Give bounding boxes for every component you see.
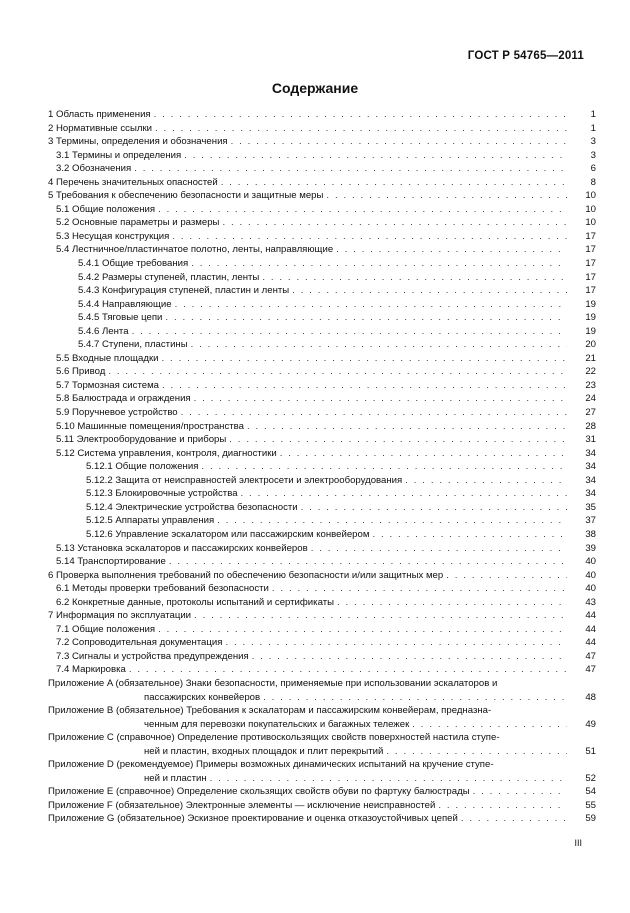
toc-entry-page: 44 [585,637,596,649]
toc-entry-label: 5 Требования к обеспечению безопасности и защитные меры [48,190,324,202]
toc-entry-label: 5.12.2 Защита от неисправностей электросети и электрооборудования [86,474,403,486]
toc-entry-label: 5.7 Тормозная система [56,379,160,391]
toc-entry-page: 17 [585,285,596,297]
dot-leader [162,352,567,366]
dot-leader [108,365,567,379]
toc-entry-page: 37 [585,515,596,527]
appendix-page: 49 [585,718,596,730]
appendix-label: Приложение E (справочное) Определение скользящих свойств обуви по фартуку балюстрады [48,786,470,798]
toc-entry[interactable] [48,406,596,420]
appendix-label: Приложение G (обязательное) Эскизное проектирование и оценка отказоустойчивых цепей [48,813,458,825]
dot-leader [158,623,567,637]
toc-entry[interactable] [48,487,596,501]
toc-entry[interactable] [48,365,596,379]
dot-leader [184,149,567,163]
dot-leader [247,420,567,434]
toc-entry-page: 34 [585,461,596,473]
dot-leader [181,406,567,420]
appendix-entry[interactable] [48,731,596,745]
toc-entry-page: 47 [585,650,596,662]
dot-leader [229,433,567,447]
toc-entry-page: 39 [585,542,596,554]
dot-leader [405,474,567,488]
toc-entry-page: 21 [585,352,596,364]
toc-entry-page: 43 [585,596,596,608]
toc-entry[interactable] [48,108,596,122]
toc-entry-page: 40 [585,569,596,581]
toc-entry-label: 5.8 Балюстрада и ограждения [56,393,191,405]
toc-entry-page: 44 [585,623,596,635]
toc-entry[interactable] [48,447,596,461]
toc-entry-label: 3.1 Термины и определения [56,149,182,161]
toc-entry-page: 8 [590,176,596,188]
appendix-label: Приложение B (обязательное) Требования к эскалаторам и пассажирским конвейерам, предназна- [48,705,492,717]
appendix-entry[interactable] [48,677,596,691]
toc-entry[interactable] [48,528,596,542]
dot-leader [194,609,567,623]
toc-entry-page: 31 [585,434,596,446]
toc-entry[interactable] [48,189,596,203]
toc-entry-label: 5.14 Транспортирование [56,556,166,568]
toc-entry[interactable] [48,311,596,325]
dot-leader [155,122,567,136]
dot-leader [134,162,567,176]
toc-entry-page: 34 [585,474,596,486]
toc-entry-page: 17 [585,230,596,242]
dot-leader [175,298,567,312]
appendix-page: 51 [585,745,596,757]
toc-entry[interactable] [48,149,596,163]
appendix-entry[interactable] [48,704,596,718]
dot-leader [336,243,567,257]
dot-leader [272,582,567,596]
dot-leader [201,460,567,474]
toc-entry[interactable] [48,122,596,136]
appendix-page: 59 [585,813,596,825]
dot-leader [446,569,567,583]
dot-leader [280,447,567,461]
appendix-label: Приложение F (обязательное) Электронные элементы — исключение неисправностей [48,799,436,811]
toc-entry-label: 7.2 Сопроводительная документация [56,637,223,649]
dot-leader [473,785,567,799]
toc-entry-label: 5.12.5 Аппараты управления [86,515,215,527]
toc-entry-label: 6.2 Конкретные данные, протоколы испытаний и сертификаты [56,596,334,608]
toc-entry-label: 5.4.2 Размеры ступеней, пластин, ленты [78,271,260,283]
toc-entry-page: 10 [585,190,596,202]
appendix-page: 55 [585,799,596,811]
dot-leader [372,528,567,542]
toc-entry-page: 6 [590,163,596,175]
toc-entry-page: 34 [585,447,596,459]
toc-entry[interactable] [48,325,596,339]
toc-entry[interactable] [48,542,596,556]
toc-entry-page: 17 [585,258,596,270]
toc-entry-label: 5.12 Система управления, контроля, диагностики [56,447,277,459]
toc-entry-label: 6 Проверка выполнения требований по обеспечению безопасности и/или защитных мер [48,569,444,581]
dot-leader [154,108,567,122]
dot-leader [158,203,567,217]
toc-entry[interactable] [48,203,596,217]
toc-entry-label: 5.11 Электрооборудование и приборы [56,434,227,446]
dot-leader [221,176,567,190]
toc-entry-page: 19 [585,325,596,337]
dot-leader [311,542,567,556]
toc-entry-label: 5.4 Лестничное/пластинчатое полотно, ленты, направляющие [56,244,334,256]
toc-entry-label: 7.4 Маркировка [56,664,126,676]
appendix-entry-continuation[interactable] [48,718,596,732]
toc-entry-page: 20 [585,339,596,351]
appendix-entry[interactable] [48,812,596,826]
dot-leader [292,284,567,298]
toc-entry[interactable] [48,230,596,244]
toc-entry-page: 1 [590,122,596,134]
toc-entry-label: 5.4.1 Общие требования [78,258,189,270]
toc-entry[interactable] [48,216,596,230]
toc-entry-page: 3 [590,149,596,161]
toc-entry-label: 6.1 Методы проверки требований безопасности [56,583,269,595]
toc-entry-page: 28 [585,420,596,432]
toc-entry[interactable] [48,582,596,596]
toc-entry[interactable] [48,663,596,677]
toc-entry-page: 22 [585,366,596,378]
toc-entry-label: 7.1 Общие положения [56,623,156,635]
toc-entry-label: 5.12.6 Управление эскалатором или пассажирским конвейером [86,528,370,540]
appendix-label: Приложение D (рекомендуемое) Примеры возможных динамических испытаний на кручение ступе- [48,759,494,771]
toc-entry-page: 19 [585,298,596,310]
toc-entry-page: 40 [585,583,596,595]
toc-entry-page: 35 [585,501,596,513]
toc-entry-label: 4 Перечень значительных опасностей [48,176,218,188]
appendix-label-continuation: ней и пластин, входных площадок и плит перекрытий [144,745,384,757]
dot-leader [252,650,567,664]
toc-entry[interactable] [48,555,596,569]
toc-entry-page: 10 [585,203,596,215]
dot-leader [129,663,567,677]
toc-entry[interactable] [48,569,596,583]
dot-leader [461,812,567,826]
toc-entry[interactable] [48,257,596,271]
page-title: Содержание [271,80,359,96]
dot-leader [217,514,567,528]
appendix-entry-continuation[interactable] [48,745,596,759]
dot-leader [412,718,567,732]
toc-entry[interactable] [48,609,596,623]
toc-entry[interactable] [48,338,596,352]
appendix-label-continuation: ней и пластин [144,772,207,784]
toc-entry-label: 5.6 Привод [56,366,106,378]
appendix-entry[interactable] [48,785,596,799]
toc-entry-page: 3 [590,136,596,148]
toc-entry-page: 47 [585,664,596,676]
appendix-label: Приложение A (обязательное) Знаки безопасности, применяемые при использовании эскалаторов и [48,677,498,689]
toc-entry-page: 27 [585,407,596,419]
toc-entry[interactable] [48,650,596,664]
dot-leader [194,392,567,406]
toc-entry-label: 5.4.3 Конфигурация ступеней, пластин и ленты [78,285,290,297]
toc-entry[interactable] [48,243,596,257]
appendix-label-continuation: ченным для перевозки покупательских и багажных тележек [144,718,410,730]
toc-entry-label: 5.9 Поручневое устройство [56,407,178,419]
dot-leader [263,691,567,705]
toc-entry-label: 5.4.5 Тяговые цепи [78,312,163,324]
toc-entry[interactable] [48,596,596,610]
dot-leader [210,772,567,786]
toc-entry[interactable] [48,460,596,474]
dot-leader [172,230,567,244]
standard-header: ГОСТ Р 54765—2011 [467,50,584,62]
dot-leader [169,555,567,569]
toc-entry-label: 1 Область применения [48,109,151,120]
toc-entry-page: 44 [585,610,596,622]
dot-leader [231,135,567,149]
toc-entry-label: 5.10 Машинные помещения/пространства [56,420,244,432]
toc-entry-label: 5.1 Общие положения [56,203,156,215]
dot-leader [262,271,567,285]
toc-entry[interactable] [48,352,596,366]
toc-entry[interactable] [48,501,596,515]
toc-entry-page: 17 [585,271,596,283]
toc-entry[interactable] [48,623,596,637]
toc-entry[interactable] [48,162,596,176]
toc-entry-page: 19 [585,312,596,324]
appendix-label-continuation: пассажирских конвейеров [144,691,261,703]
dot-leader [386,745,567,759]
appendix-entry-continuation[interactable] [48,691,596,705]
toc-entry-label: 5.4.7 Ступени, пластины [78,339,188,351]
toc-entry[interactable] [48,420,596,434]
toc-entry-label: 5.12.1 Общие положения [86,461,199,473]
toc-entry-label: 3 Термины, определения и обозначения [48,136,228,148]
appendix-entry[interactable] [48,758,596,772]
toc-entry-label: 7.3 Сигналы и устройства предупреждения [56,650,249,662]
dot-leader [225,636,567,650]
toc-entry[interactable] [48,379,596,393]
toc-entry-label: 7 Информация по эксплуатации [48,610,192,622]
dot-leader [222,216,567,230]
toc-entry[interactable] [48,392,596,406]
toc-entry-label: 5.2 Основные параметры и размеры [56,217,220,229]
appendix-entry[interactable] [48,799,596,813]
appendix-label: Приложение C (справочное) Определение противоскользящих свойств поверхностей настила ступе- [48,732,500,744]
appendix-entry-continuation[interactable] [48,772,596,786]
appendix-page: 52 [585,772,596,784]
toc-entry-page: 34 [585,488,596,500]
toc-entry-page: 40 [585,556,596,568]
toc-entry[interactable] [48,433,596,447]
toc-entry-label: 5.13 Установка эскалаторов и пассажирских конвейеров [56,542,308,554]
toc-entry[interactable] [48,298,596,312]
toc-entry-page: 10 [585,217,596,229]
toc-entry[interactable] [48,636,596,650]
toc-entry-label: 5.12.3 Блокировочные устройства [86,488,238,500]
toc-entry-label: 5.5 Входные площадки [56,352,159,364]
toc-entry-page: 38 [585,528,596,540]
dot-leader [241,487,567,501]
dot-leader [438,799,567,813]
toc-entry-label: 5.12.4 Электрические устройства безопасности [86,501,298,513]
dot-leader [326,189,567,203]
dot-leader [162,379,567,393]
toc-entry-page: 17 [585,244,596,256]
toc-entry-page: 24 [585,393,596,405]
toc-entry-label: 2 Нормативные ссылки [48,122,153,134]
dot-leader [337,596,567,610]
dot-leader [301,501,567,515]
page-number: III [574,838,582,848]
toc-entry-page: 1 [590,109,596,120]
dot-leader [191,338,567,352]
toc-entry[interactable] [48,284,596,298]
appendix-page: 54 [585,786,596,798]
dot-leader [132,325,567,339]
toc-entry-label: 5.4.6 Лента [78,325,129,337]
toc-entry[interactable] [48,474,596,488]
toc-entry-label: 5.4.4 Направляющие [78,298,172,310]
table-of-contents [48,108,596,826]
toc-entry[interactable] [48,514,596,528]
toc-entry[interactable] [48,271,596,285]
toc-entry-label: 5.3 Несущая конструкция [56,230,170,242]
toc-entry[interactable] [48,135,596,149]
toc-entry[interactable] [48,176,596,190]
dot-leader [165,311,567,325]
toc-entry-label: 3.2 Обозначения [56,163,132,175]
dot-leader [191,257,567,271]
appendix-page: 48 [585,691,596,703]
toc-entry-page: 23 [585,379,596,391]
